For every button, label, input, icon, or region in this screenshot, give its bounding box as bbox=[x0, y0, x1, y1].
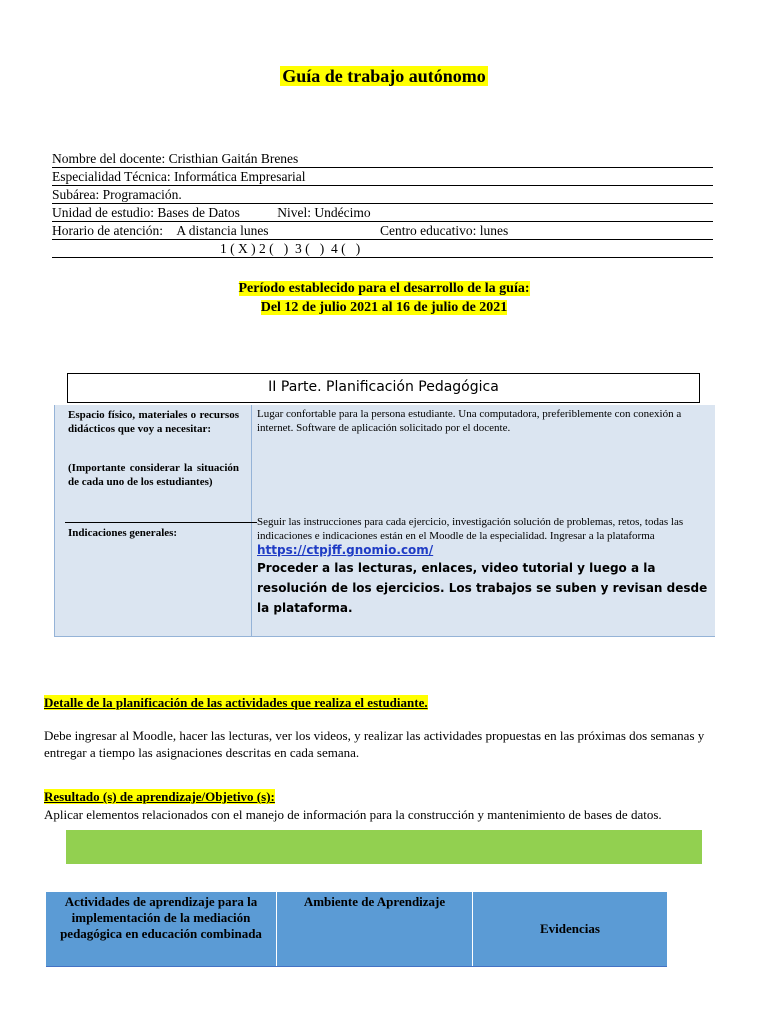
opciones-text: 1 ( X ) 2 ( ) 3 ( ) 4 ( ) bbox=[220, 241, 361, 256]
row-divider bbox=[65, 522, 257, 523]
indicaciones-text: Seguir las instrucciones para cada ejercicio, investigación solución de problemas, retos, todas las indicaciones e indicaciones están en el Moodle de la especialidad. Ingresar a la plataforma bbox=[257, 516, 684, 542]
planning-table bbox=[54, 405, 715, 637]
distancia-text: A distancia lunes bbox=[176, 223, 269, 238]
indicaciones-label: Indicaciones generales: bbox=[68, 527, 178, 539]
header-evidencias: Evidencias bbox=[473, 892, 667, 966]
indicaciones-bold: Proceder a las lecturas, enlaces, video tutorial y luego a la resolución de los ejercicios. Los trabajos se suben y revisan desde la plataforma. bbox=[257, 561, 708, 615]
importante-label: (Importante considerar la situación de cada uno de los estudiantes) bbox=[68, 462, 239, 488]
subarea-row: Subárea: Programación. bbox=[52, 187, 713, 204]
table-divider bbox=[251, 405, 252, 636]
horario-divider bbox=[52, 239, 713, 240]
parte-title-box bbox=[67, 373, 700, 403]
period-line1: Período establecido para el desarrollo de la guía: bbox=[238, 281, 530, 296]
table-bottom-line bbox=[46, 966, 667, 967]
green-bar bbox=[66, 830, 702, 864]
header-actividades: Actividades de aprendizaje para la implementación de la mediación pedagógica en educación combinada bbox=[46, 892, 276, 966]
unidad-text: Unidad de estudio: Bases de Datos bbox=[52, 205, 240, 220]
period-line2: Del 12 de julio 2021 al 16 de julio de 2021 bbox=[260, 300, 508, 315]
resultado-heading: Resultado (s) de aprendizaje/Objetivo (s): bbox=[44, 789, 275, 804]
parte-title: II Parte. Planificación Pedagógica bbox=[268, 379, 499, 395]
page-title: Guía de trabajo autónomo bbox=[282, 66, 486, 86]
centro-text: Centro educativo: lunes bbox=[380, 223, 509, 238]
nivel-text: Nivel: Undécimo bbox=[277, 205, 371, 220]
moodle-link[interactable]: https://ctpjff.gnomio.com/ bbox=[257, 543, 434, 557]
detalle-text: Debe ingresar al Moodle, hacer las lecturas, ver los videos, y realizar las actividades propuestas en las próximas dos semanas y entregar a tiempo las asignaciones descritas en cada semana. bbox=[44, 728, 705, 760]
resultado-text: Aplicar elementos relacionados con el manejo de información para la construcción y mantenimiento de bases de datos. bbox=[44, 807, 662, 822]
detalle-heading: Detalle de la planificación de las actividades que realiza el estudiante. bbox=[44, 695, 428, 710]
header-ambiente: Ambiente de Aprendizaje bbox=[277, 892, 472, 966]
unidad-row bbox=[52, 205, 713, 222]
especialidad-row: Especialidad Técnica: Informática Empresarial bbox=[52, 169, 713, 186]
espacio-text: Lugar confortable para la persona estudiante. Una computadora, preferiblemente con conexión a internet. Software de aplicación solicitado por el docente. bbox=[257, 408, 682, 434]
opciones-divider bbox=[52, 257, 713, 258]
docente-row: Nombre del docente: Cristhian Gaitán Brenes bbox=[52, 151, 713, 168]
horario-label: Horario de atención: bbox=[52, 223, 163, 238]
indicaciones-cell bbox=[257, 515, 715, 618]
horario-row bbox=[52, 223, 713, 239]
espacio-label: Espacio físico, materiales o recursos didácticos que voy a necesitar: bbox=[68, 409, 239, 435]
